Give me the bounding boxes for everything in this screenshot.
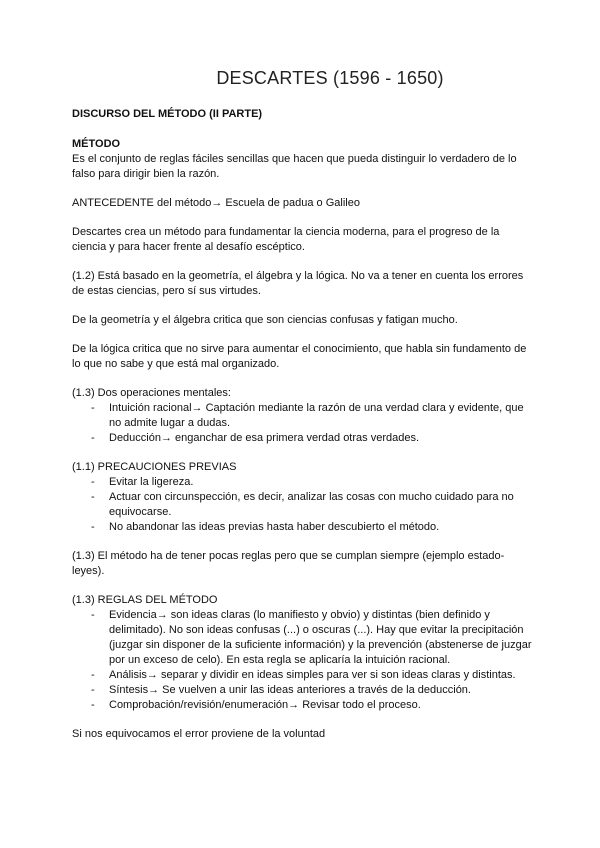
list-item: - Análisis→ separar y dividir en ideas simples para ver si son ideas claras y distintas. [72,668,534,683]
paragraph-few-rules: (1.3) El método ha de tener pocas reglas pero que se cumplan siempre (ejemplo estado-leyes). [72,550,505,577]
list-item: - Comprobación/revisión/enumeración→ Revisar todo el proceso. [72,698,534,713]
operaciones-list [72,401,534,446]
list-item: - No abandonar las ideas previas hasta haber descubierto el método. [72,520,534,535]
document-body [72,107,534,742]
list-item: - Evidencia→ son ideas claras (lo manifiesto y obvio) y distintas (bien definido y delimitado). No son ideas confusas (...) o oscuras (...). Hay que evitar la precipitación (juzgar sin disponer de la suficiente información) y la prevención (abstenerse de juzgar por un exceso de celo). En esta regla se aplicaría la intuición racional. [72,608,534,668]
metodo-heading: MÉTODO [72,138,121,150]
section-subtitle: DISCURSO DEL MÉTODO (II PARTE) [72,108,263,120]
precauciones-heading: (1.1) PRECAUCIONES PREVIAS [72,461,237,473]
list-item: - Evitar la ligereza. [72,475,534,490]
paragraph-descartes-method: Descartes crea un método para fundamentar la ciencia moderna, para el progreso de la ciencia y para hacer frente al desafío escéptico. [72,226,500,253]
paragraph-geometry-critique: De la geometría y el álgebra critica que son ciencias confusas y fatigan mucho. [72,314,458,326]
paragraph-basis: (1.2) Está basado en la geometría, el álgebra y la lógica. No va a tener en cuenta los errores de estas ciencias, pero sí sus virtudes. [72,270,524,297]
list-item: - Síntesis→ Se vuelven a unir las ideas anteriores a través de la deducción. [72,683,534,698]
reglas-list [72,608,534,713]
document-title: DESCARTES (1596 - 1650) [216,68,444,88]
precauciones-list [72,475,534,535]
metodo-definition: Es el conjunto de reglas fáciles sencillas que hacen que pueda distinguir lo verdadero de lo falso para dirigir bien la razón. [72,153,517,180]
list-item: - Deducción→ enganchar de esa primera verdad otras verdades. [72,431,534,446]
operaciones-heading: (1.3) Dos operaciones mentales: [72,387,231,399]
antecedente-paragraph: ANTECEDENTE del método→ Escuela de padua o Galileo [72,197,360,209]
list-item: - Intuición racional→ Captación mediante la razón de una verdad clara y evidente, que no admite lugar a dudas. [72,401,534,431]
paragraph-logic-critique: De la lógica critica que no sirve para aumentar el conocimiento, que habla sin fundamento de lo que no sabe y que está mal organizado. [72,343,527,370]
list-item: - Actuar con circunspección, es decir, analizar las cosas con mucho cuidado para no equivocarse. [72,490,534,520]
reglas-heading: (1.3) REGLAS DEL MÉTODO [72,594,218,606]
closing-paragraph: Si nos equivocamos el error proviene de la voluntad [72,728,326,740]
